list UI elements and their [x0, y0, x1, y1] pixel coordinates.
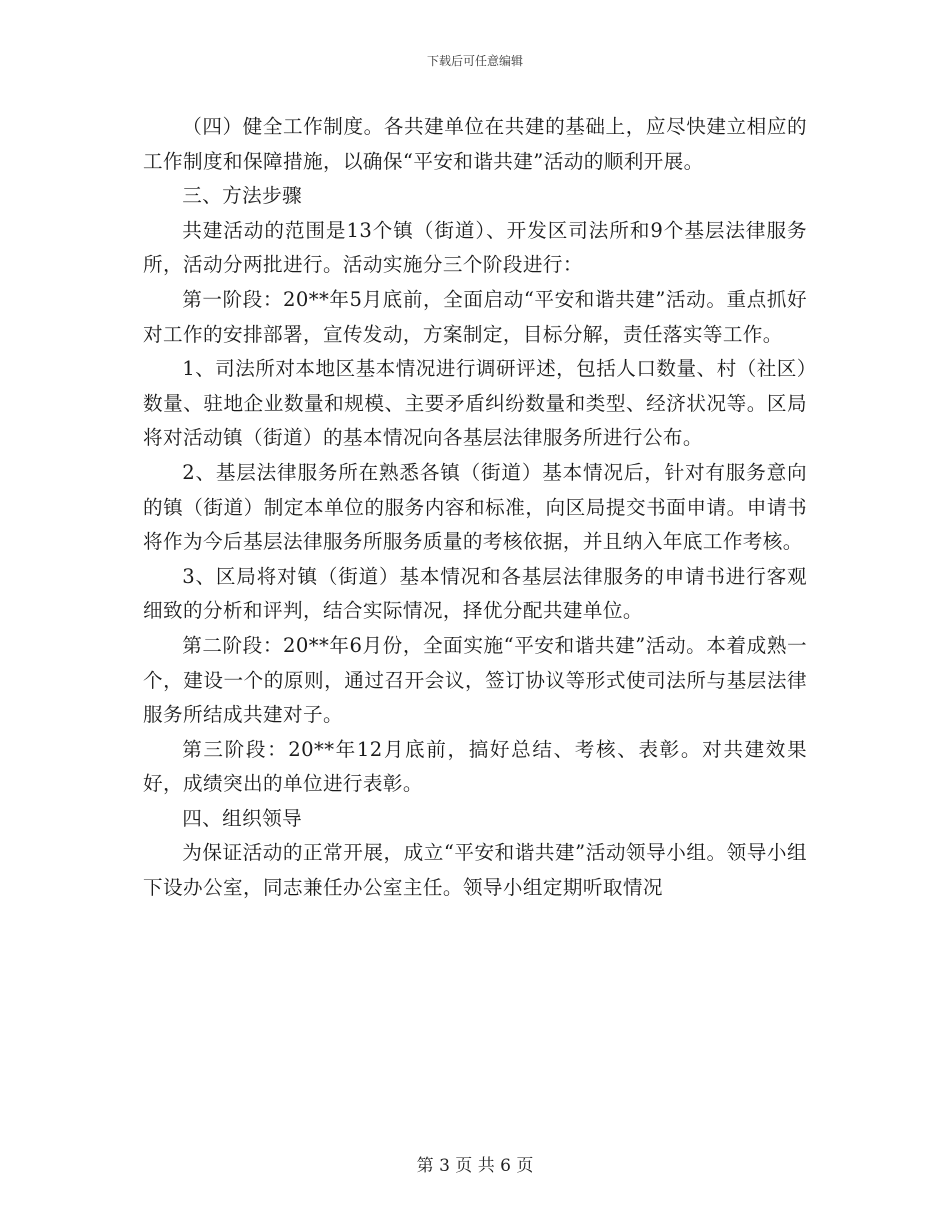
paragraph-item-3: 3、区局将对镇（街道）基本情况和各基层法律服务的申请书进行客观细致的分析和评判，结合实际情况，择优分配共建单位。	[143, 564, 807, 623]
paragraph-leading-group: 为保证活动的正常开展，成立“平安和谐共建”活动领导小组。领导小组下设办公室，同志兼任办公室主任。领导小组定期听取情况	[143, 841, 807, 900]
paragraph-phase-two: 第二阶段：20**年6月份，全面实施“平安和谐共建”活动。本着成熟一个，建设一个的原则，通过召开会议，签订协议等形式使司法所与基层法律服务所结成共建对子。	[143, 633, 807, 727]
heading-organization: 四、组织领导	[182, 806, 303, 830]
paragraph-item-1: 1、司法所对本地区基本情况进行调研评述，包括人口数量、村（社区）数量、驻地企业数量和规模、主要矛盾纠纷数量和类型、经济状况等。区局将对活动镇（街道）的基本情况向各基层法律服务所进行公布。	[143, 357, 807, 450]
paragraph-item-2: 2、基层法律服务所在熟悉各镇（街道）基本情况后，针对有服务意向的镇（街道）制定本单位的服务内容和标准，向区局提交书面申请。申请书将作为今后基层法律服务所服务质量的考核依据，并且纳入年底工作考核。	[143, 460, 807, 554]
page-footer: 第 3 页 共 6 页	[416, 1156, 534, 1176]
paragraph-work-system: （四）健全工作制度。各共建单位在共建的基础上，应尽快建立相应的工作制度和保障措施，以确保“平安和谐共建”活动的顺利开展。	[143, 115, 807, 173]
heading-method-steps: 三、方法步骤	[182, 184, 303, 208]
paragraph-scope: 共建活动的范围是13个镇（街道）、开发区司法所和9个基层法律服务所，活动分两批进行。活动实施分三个阶段进行：	[143, 218, 807, 277]
paragraph-phase-three: 第三阶段：20**年12月底前，搞好总结、考核、表彰。对共建效果好，成绩突出的单位进行表彰。	[143, 737, 807, 796]
document-body	[143, 110, 807, 906]
page-header: 下载后可任意编辑	[426, 54, 523, 68]
paragraph-phase-one: 第一阶段：20**年5月底前，全面启动“平安和谐共建”活动。重点抓好对工作的安排部署，宣传发动，方案制定，目标分解，责任落实等工作。	[143, 287, 807, 346]
